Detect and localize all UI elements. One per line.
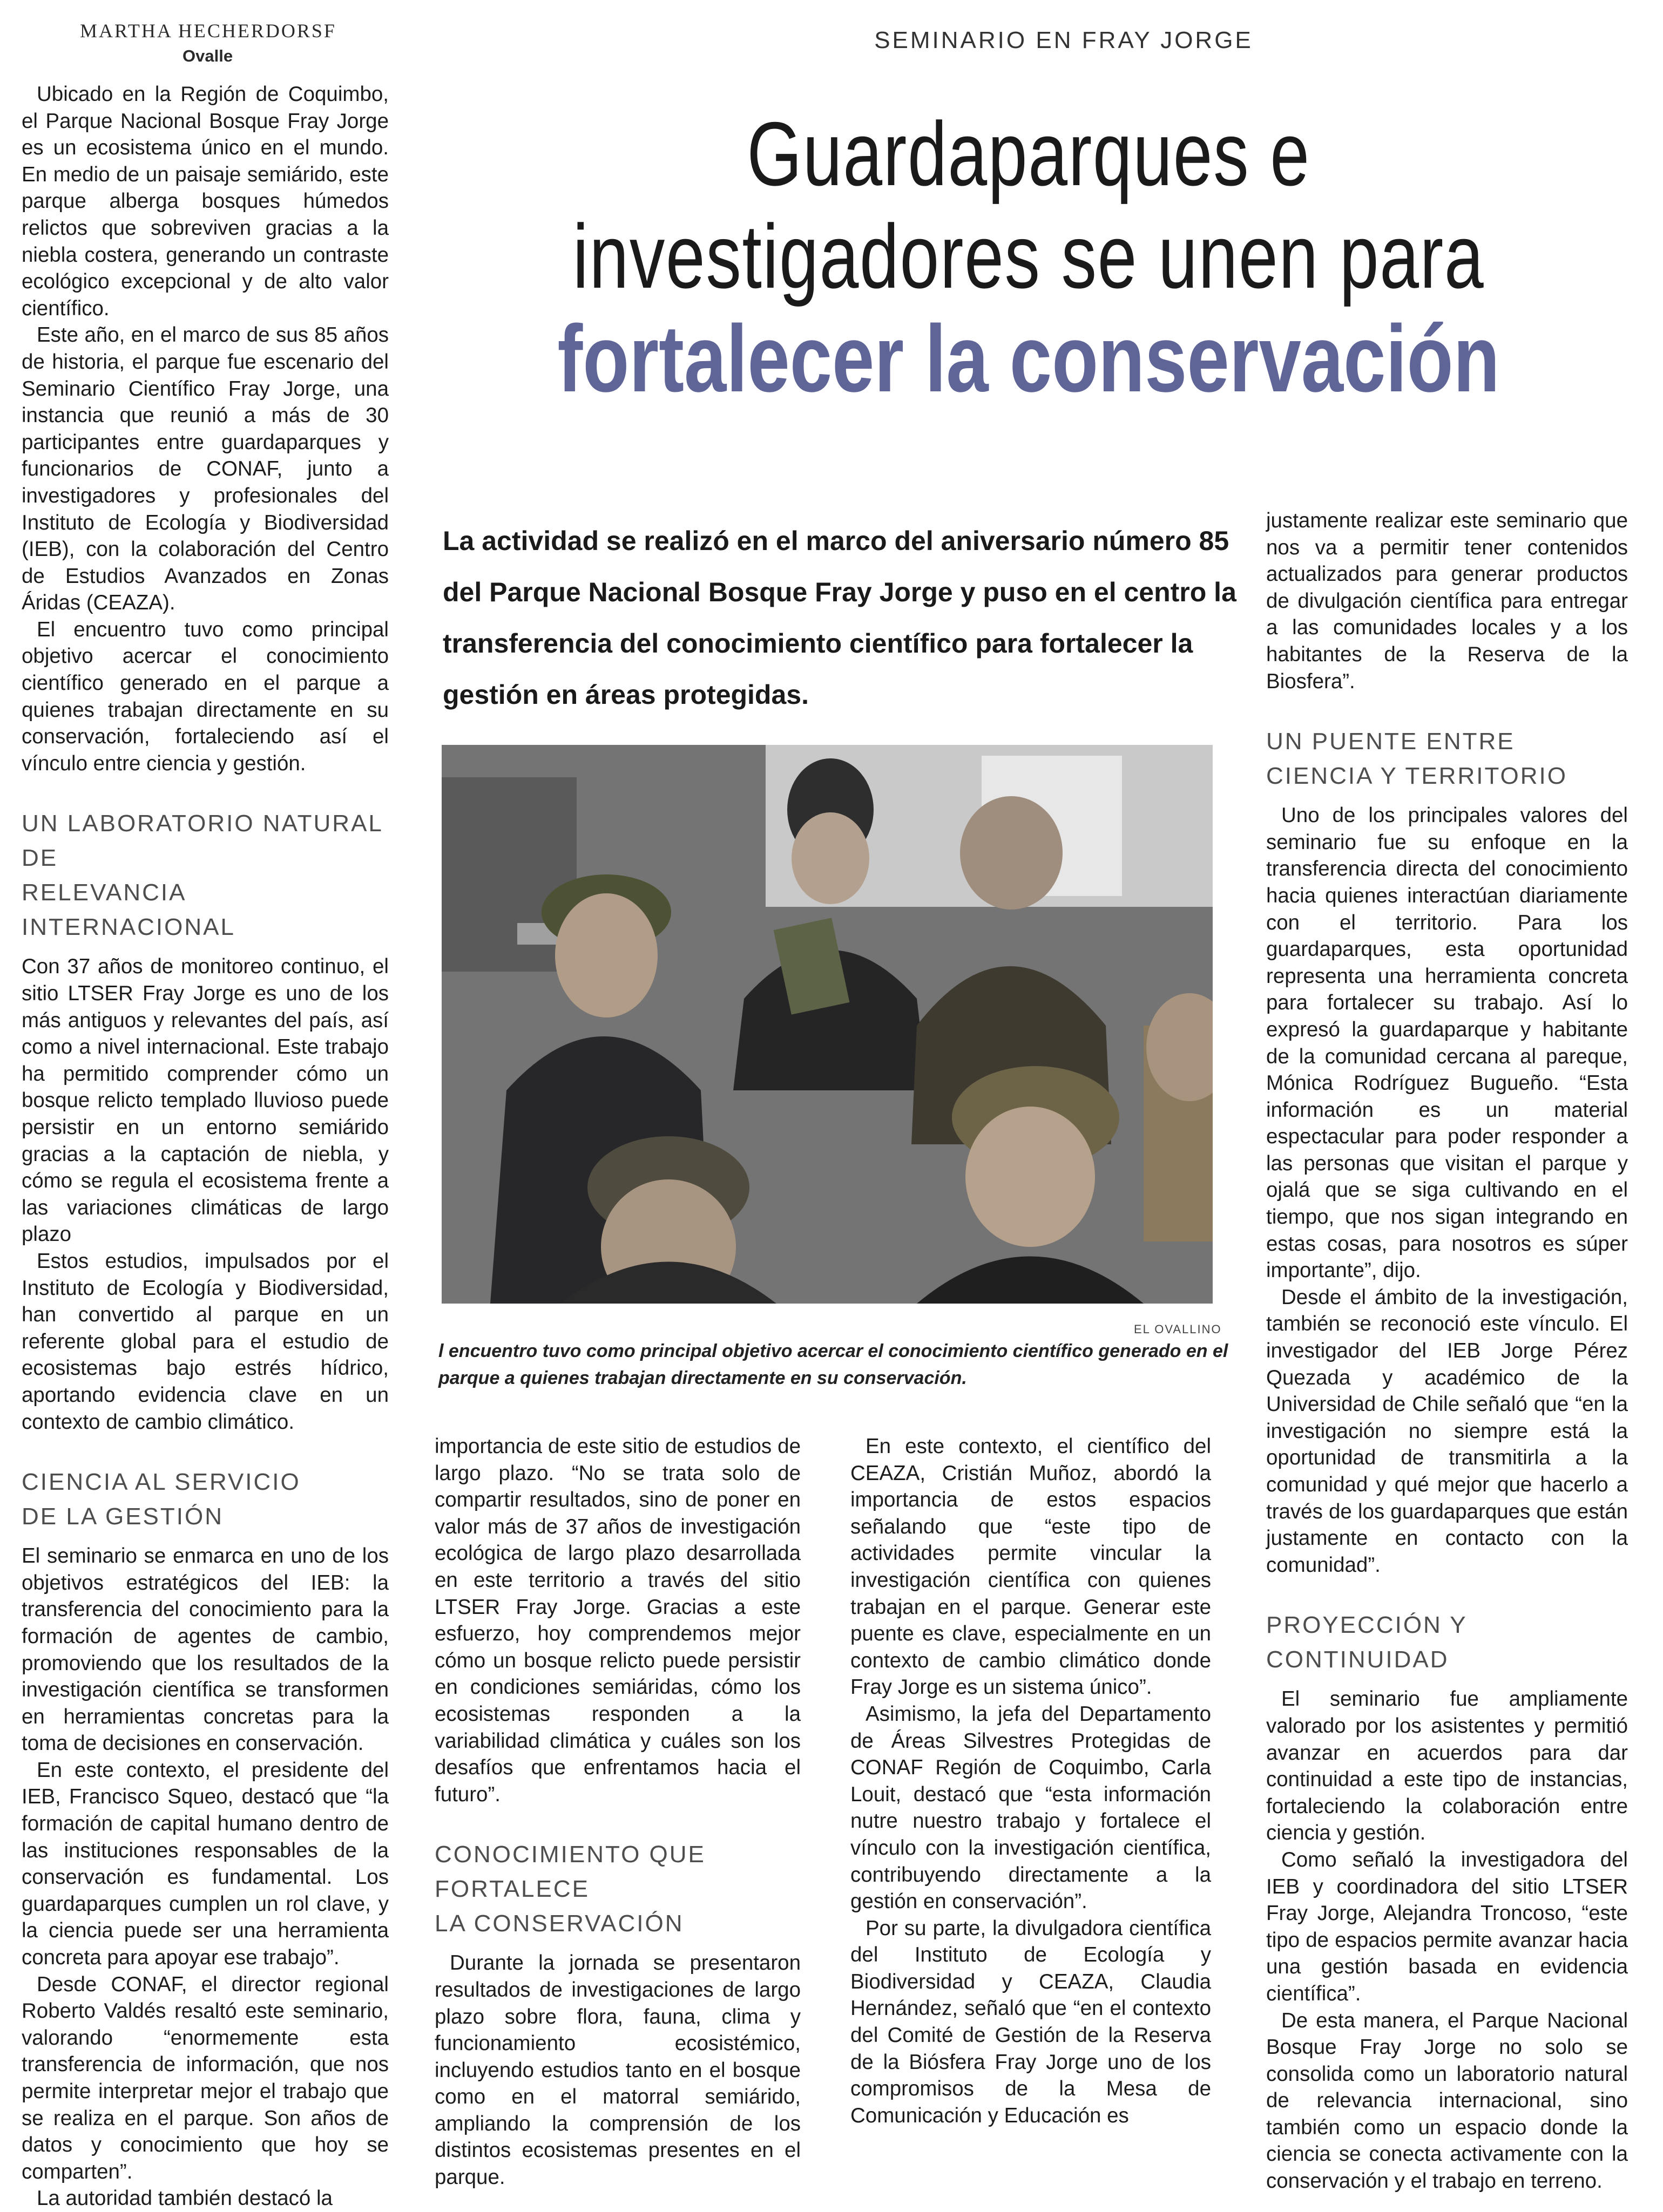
paragraph: El seminario se enmarca en uno de los objetivos estratégicos del IEB: la transferencia del conocimiento para la formación de agentes de cambio, promoviendo que los resultados de la investigación científica se transformen en herramientas concretas para la toma de decisiones en conservación. xyxy=(22,1544,389,1755)
paragraph: importancia de este sitio de estudios de largo plazo. “No se trata solo de compartir resultados, sino de poner en valor más de 37 años de investigación ecológica de largo plazo desarrollada en este territorio a través del sitio LTSER Fray Jorge. Gracias a este esfuerzo, hoy comprendemos mejor cómo un bosque relicto puede persistir en condiciones semiáridas, cómo los ecosistemas responden a la variabilidad climática y cuáles son los desafíos que enfrentamos hacia el futuro”. xyxy=(435,1435,801,1806)
lead-line: La actividad se realizó en el marco del aniversario número 85 xyxy=(443,526,1229,556)
author-location: Ovalle xyxy=(182,46,233,65)
paragraph: La autoridad también destacó la xyxy=(37,2187,333,2210)
subheading xyxy=(1266,724,1628,793)
article-column-4 xyxy=(1266,507,1628,2195)
paragraph: Por su parte, la divulgadora científica del Instituto de Ecología y Biodiversidad y CEAZA, Claudia Hernández, señaló que “en el contexto del Comité de Gestión de la Reserva de la Biósfera Fray Jorge uno de los compromisos de la Mesa de Comunicación y Educación es xyxy=(850,1916,1211,2127)
author-byline: MARTHA HECHERDORSF xyxy=(80,20,336,42)
paragraph: Con 37 años de monitoreo continuo, el sitio LTSER Fray Jorge es uno de los más antiguos y relevantes del país, así como a nivel internacional. Este trabajo ha permitido comprender cómo un bosque relicto templado lluvioso puede persistir en un entorno semiárido gracias a la captación de niebla, y cómo se regula el ecosistema frente a las variaciones climáticas de largo plazo xyxy=(22,955,389,1246)
photo-caption xyxy=(438,1338,1228,1392)
paragraph: En este contexto, el presidente del IEB, Francisco Squeo, destacó que “la formación de capital humano dentro de las instituciones responsables de la conservación es fundamental. Los guardaparques cumplen un rol clave, y la ciencia puede ser una herramienta concreta para apoyar ese trabajo”. xyxy=(22,1758,389,1970)
paragraph: Asimismo, la jefa del Departamento de Áreas Silvestres Protegidas de CONAF Región de Coquimbo, Carla Louit, destacó que “esta información nutre nuestro trabajo y fortalece el vínculo con la investigación científica, contribuyendo directamente a la gestión en conservación”. xyxy=(850,1702,1211,1914)
lead-paragraph xyxy=(443,515,1236,721)
lead-line: gestión en áreas protegidas. xyxy=(443,680,809,710)
subheading-line: CONOCIMIENTO QUE FORTALECE xyxy=(435,1841,706,1903)
paragraph: El encuentro tuvo como principal objetivo acercar el conocimiento científico generado en el parque a quienes trabajan directamente en su conservación, fortaleciendo así el vínculo entre ciencia y gestión. xyxy=(22,618,389,775)
paragraph: Desde CONAF, el director regional Roberto Valdés resaltó este seminario, valorando “enormemente esta transferencia de información, que nos permite interpretar mejor el trabajo que se realiza en el parque. Son años de datos y conocimiento que hoy se comparten”. xyxy=(22,1972,389,2183)
headline-line-2: investigadores se unen para xyxy=(572,206,1485,307)
photo-illustration xyxy=(442,745,1213,1304)
headline-line-3: fortalecer la conservación xyxy=(557,306,1500,412)
subheading-line: CIENCIA Y TERRITORIO xyxy=(1266,763,1567,790)
subheading-line: LA CONSERVACIÓN xyxy=(435,1910,684,1937)
lead-line: del Parque Nacional Bosque Fray Jorge y puso en el centro la xyxy=(443,577,1236,607)
paragraph: Uno de los principales valores del seminario fue su enfoque en la transferencia directa del conocimiento hacia quienes interactúan diariamente con el territorio. Para los guardaparques, esta oportunidad representa una herramienta concreta para fortalecer su trabajo. Así lo expresó la guardaparque y habitante de la comunidad cercana al pareque, Mónica Rodríguez Bugueño. “Esta información es un material espectacular para poder responder a las personas que visitan el parque y ojalá que se siga cultivando en el tiempo, que nos sigan integrando en estas cosas, para nosotros es súper importante”, dijo. xyxy=(1266,804,1628,1283)
paragraph: Desde el ámbito de la investigación, también se reconoció este vínculo. El investigador del IEB Jorge Pérez Quezada y académico de la Universidad de Chile señaló que “en la investigación no siempre está la oportunidad de transmitirla a la comunidad y qué mejor que hacerlo a través de los guardaparques que están justamente en contacto con la comunidad”. xyxy=(1266,1285,1628,1577)
paragraph: En este contexto, el científico del CEAZA, Cristián Muñoz, abordó la importancia de estos espacios señalando que “este tipo de actividades permite vincular la investigación científica con quienes trabajan en el parque. Generar este puente es clave, especialmente en un contexto de cambio climático donde Fray Jorge es un sistema único”. xyxy=(850,1435,1211,1699)
photo-credit: EL OVALLINO xyxy=(1134,1322,1222,1336)
subheading-line: RELEVANCIA INTERNACIONAL xyxy=(22,879,235,941)
subheading-line: PROYECCIÓN Y CONTINUIDAD xyxy=(1266,1612,1467,1673)
paragraph: Durante la jornada se presentaron resultados de investigaciones de largo plazo sobre flora, fauna, clima y funcionamiento ecosistémico, incluyendo estudios tanto en el bosque como en el matorral semiárido, ampliando la comprensión de los distintos ecosistemas presentes en el parque. xyxy=(435,1951,801,2189)
paragraph: De esta manera, el Parque Nacional Bosque Fray Jorge no solo se consolida como un laboratorio natural de relevancia internacional, sino también como un espacio donde la ciencia se conecta activamente con la conservación y el trabajo en terreno. xyxy=(1266,2009,1628,2193)
subheading xyxy=(22,1465,389,1534)
lead-line: transferencia del conocimiento científico para fortalecer la xyxy=(443,628,1193,659)
paragraph: justamente realizar este seminario que nos va a permitir tener contenidos actualizados para generar productos de divulgación científica para entregar a las comunidades locales y a los habitantes de la Reserva de la Biosfera”. xyxy=(1266,509,1628,693)
subheading xyxy=(22,806,389,945)
subheading xyxy=(435,1837,801,1941)
caption-line: parque a quienes trabajan directamente en su conservación. xyxy=(438,1368,967,1388)
paragraph: Estos estudios, impulsados por el Instituto de Ecología y Biodiversidad, han convertido al parque en un referente global para el estudio de ecosistemas bajo estrés hídrico, aportando evidencia clave en un contexto de cambio climático. xyxy=(22,1249,389,1434)
section-tag: SEMINARIO EN FRAY JORGE xyxy=(874,27,1253,53)
subheading-line: UN LABORATORIO NATURAL DE xyxy=(22,810,383,872)
subheading xyxy=(1266,1608,1628,1677)
article-column-2 xyxy=(435,1433,801,2191)
paragraph: El seminario fue ampliamente valorado por los asistentes y permitió avanzar en acuerdos para dar continuidad a este tipo de instancias, fortaleciendo la colaboración entre ciencia y gestión. xyxy=(1266,1687,1628,1845)
headline-line-1: Guardaparques e xyxy=(747,103,1310,205)
subheading-line: DE LA GESTIÓN xyxy=(22,1503,224,1530)
paragraph: Como señaló la investigadora del IEB y coordinadora del sitio LTSER Fray Jorge, Alejandra Troncoso, “este tipo de espacios permite avanzar hacia una gestión basada en evidencia científica”. xyxy=(1266,1848,1628,2005)
article-column-3 xyxy=(850,1433,1211,2129)
paragraph: Este año, en el marco de sus 85 años de historia, el parque fue escenario del Seminario Científico Fray Jorge, una instancia que reunió a más de 30 participantes entre guardaparques y funcionarios de CONAF, junto a investigadores y profesionales del Instituto de Ecología y Biodiversidad (IEB), con la colaboración del Centro de Estudios Avanzados en Zonas Áridas (CEAZA). xyxy=(22,323,389,615)
article-column-1 xyxy=(22,81,389,2212)
headline xyxy=(427,103,1631,410)
caption-line: l encuentro tuvo como principal objetivo acercar el conocimiento científico generado en el xyxy=(438,1341,1228,1361)
subheading-line: CIENCIA AL SERVICIO xyxy=(22,1469,301,1496)
article-photo xyxy=(442,745,1213,1304)
paragraph: Ubicado en la Región de Coquimbo, el Parque Nacional Bosque Fray Jorge es un ecosistema único en el mundo. En medio de un paisaje semiárido, este parque alberga bosques húmedos relictos que sobreviven gracias a la niebla costera, generando un contraste ecológico excepcional y de alto valor científico. xyxy=(22,83,389,320)
subheading-line: UN PUENTE ENTRE xyxy=(1266,728,1515,755)
